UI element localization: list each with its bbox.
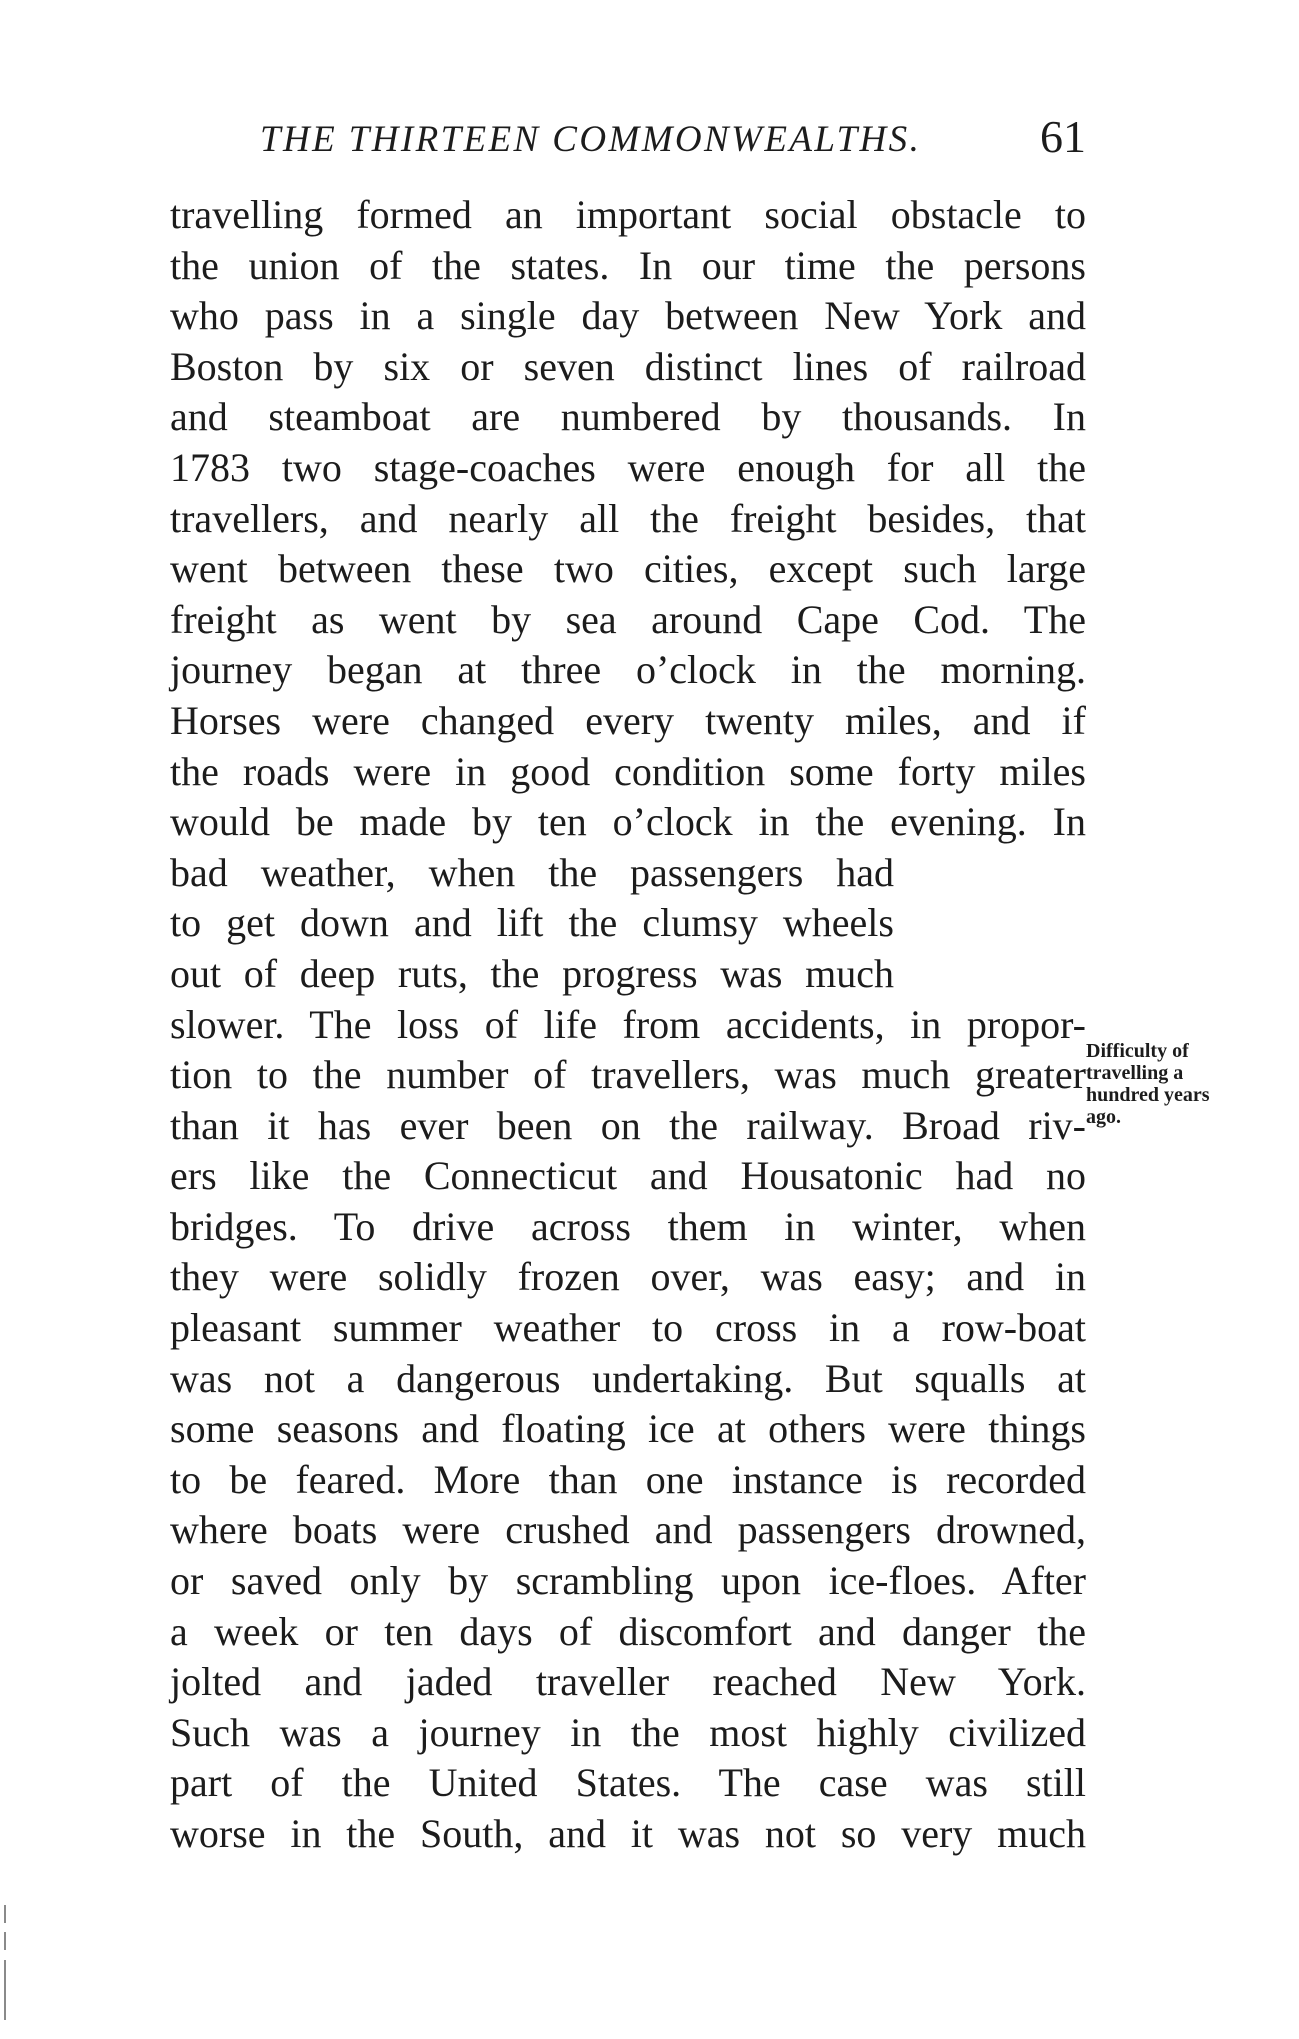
text-line: Horses were changed every twenty miles, and if bbox=[170, 697, 1086, 743]
text-line: part of the United States. The case was still bbox=[170, 1760, 1086, 1806]
text-line: out of deep ruts, the progress was much bbox=[170, 950, 894, 996]
text-line: bridges. To drive across them in winter, when bbox=[170, 1203, 1086, 1249]
text-line: who pass in a single day between New York and bbox=[170, 293, 1086, 339]
text-line: travelling formed an important social obstacle to bbox=[170, 192, 1086, 237]
text-line: freight as went by sea around Cape Cod. The bbox=[170, 596, 1086, 642]
margin-note bbox=[1086, 1040, 1266, 1128]
text-line: the roads were in good condition some forty miles bbox=[170, 748, 1086, 794]
text-line: to be feared. More than one instance is recorded bbox=[170, 1456, 1086, 1502]
text-line: pleasant summer weather to cross in a row-boat bbox=[170, 1305, 1086, 1351]
margin-note-line: hundred years bbox=[1086, 1084, 1210, 1106]
text-line: tion to the number of travellers, was much greater bbox=[170, 1052, 1086, 1098]
text-line: travellers, and nearly all the freight besides, that bbox=[170, 495, 1086, 541]
margin-note-line: ago. bbox=[1086, 1106, 1121, 1128]
text-line: where boats were crushed and passengers drowned, bbox=[170, 1507, 1086, 1553]
running-head bbox=[170, 108, 1086, 178]
text-line: some seasons and floating ice at others were things bbox=[170, 1406, 1086, 1452]
scan-edge-mark bbox=[4, 1905, 6, 1923]
text-line: bad weather, when the passengers had bbox=[170, 849, 894, 895]
margin-note-line: Difficulty of bbox=[1086, 1040, 1189, 1062]
text-line: 1783 two stage-coaches were enough for all the bbox=[170, 444, 1086, 490]
text-line: Such was a journey in the most highly civilized bbox=[170, 1709, 1086, 1755]
text-line: ers like the Connecticut and Housatonic had no bbox=[170, 1153, 1086, 1199]
text-line: journey began at three o’clock in the morning. bbox=[170, 647, 1086, 693]
text-line: a week or ten days of discomfort and danger the bbox=[170, 1608, 1086, 1654]
text-line: would be made by ten o’clock in the evening. In bbox=[170, 799, 1086, 845]
text-line: they were solidly frozen over, was easy; and in bbox=[170, 1254, 1086, 1300]
margin-note-line: travelling a bbox=[1086, 1062, 1184, 1084]
text-line: worse in the South, and it was not so very much bbox=[170, 1811, 1086, 1856]
text-line: the union of the states. In our time the persons bbox=[170, 242, 1086, 288]
body-text bbox=[170, 190, 1210, 1860]
page-number: 61 bbox=[1040, 111, 1086, 162]
scan-edge-mark bbox=[4, 1932, 6, 1950]
text-line: slower. The loss of life from accidents, in propor- bbox=[170, 1001, 1086, 1047]
text-line: to get down and lift the clumsy wheels bbox=[170, 900, 894, 946]
text-line: and steamboat are numbered by thousands. In bbox=[170, 394, 1086, 440]
text-line: jolted and jaded traveller reached New York. bbox=[170, 1659, 1086, 1705]
running-title: THE THIRTEEN COMMONWEALTHS. bbox=[260, 119, 922, 160]
text-line: Boston by six or seven distinct lines of railroad bbox=[170, 343, 1086, 389]
text-line: was not a dangerous undertaking. But squalls at bbox=[170, 1355, 1086, 1401]
text-line: or saved only by scrambling upon ice-floes. After bbox=[170, 1558, 1086, 1604]
text-line: than it has ever been on the railway. Broad riv- bbox=[170, 1102, 1086, 1148]
scan-edge-mark bbox=[4, 1960, 6, 2020]
text-line: went between these two cities, except such large bbox=[170, 546, 1086, 592]
